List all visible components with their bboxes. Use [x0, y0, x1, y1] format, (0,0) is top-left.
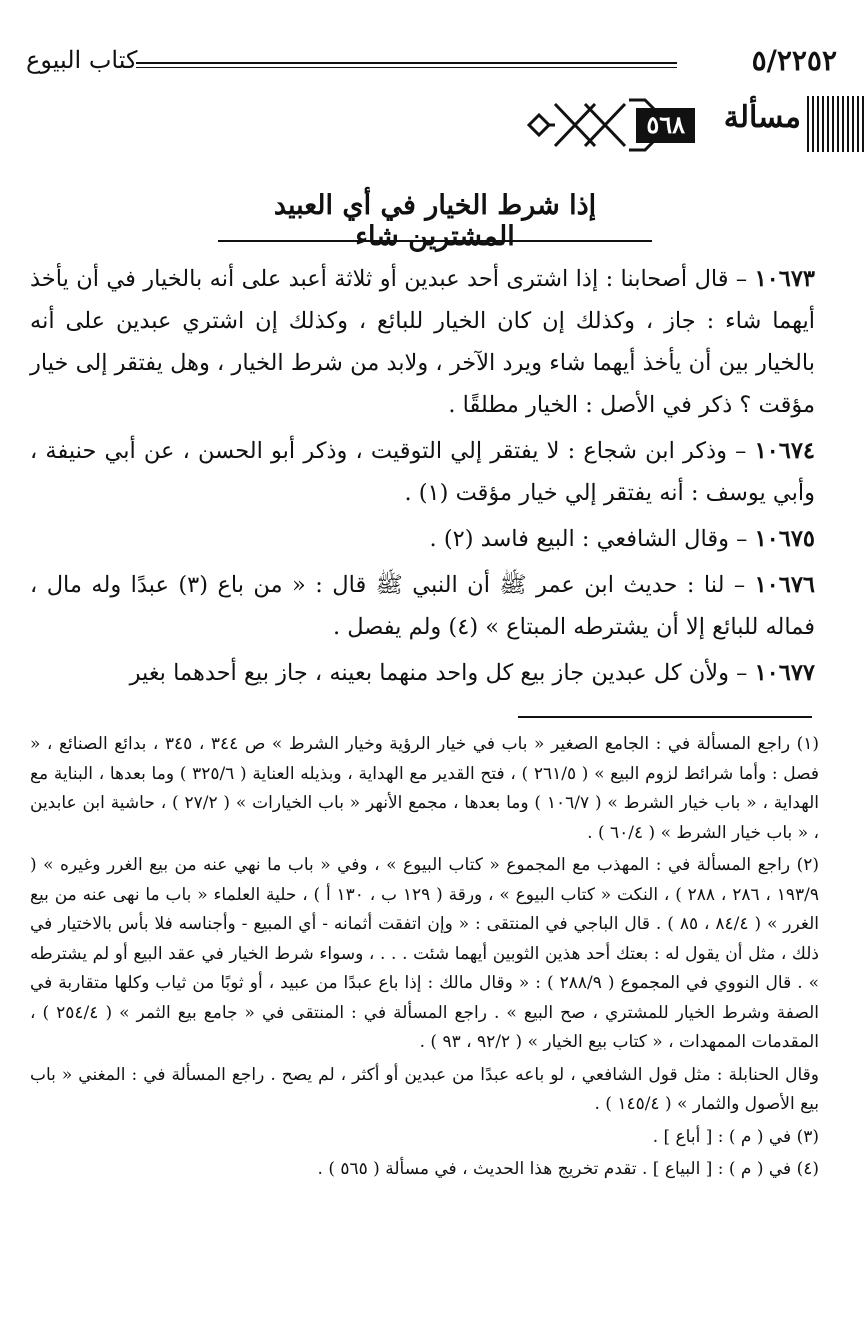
footnote: (٢) راجع المسألة في : المهذب مع المجموع « كتاب البيوع » ، وفي « باب ما نهي عنه من بيع الغرر وغيره » ( ١٩٣/٩ ، ٢٨٦ ، ٢٨٨ ) ، النكت « كتاب البيوع » ، ورقة ( ١٢٩ ب ، ١٣٠ أ ) ، حلية العلماء « باب ما نهى عنه من بيع الغرر » ( ٨٤/٤ ، ٨٥ ) . قال الباجي في المنتقى : « وإن اتفقت أثمانه - أي المبيع - وأجناسه فلا بأس بالاختيار في ذلك ، مثل أن يقول له : بعتك أحد هذين الثوبين أيهما شئت . . . ، وسواء شرط الخيار في عقد البيع أو لم يشترطه » . قال النووي في المجموع ( ٢٨٨/٩ ) : « وقال مالك : إذا باع عبدًا من عبيد ، أو ثوبًا من ثياب وكلها متقاربة في الصفة وشرط الخيار للمشتري ، صح البيع » . راجع المسألة في : المنتقى في « جامع بيع الثمر » ( ٢٥٤/٤ ) ، المقدمات الممهدات ، « كتاب بيع الخيار » ( ٩٢/٢ ، ٩٣ ) . [30, 855, 820, 1052]
masala-number: ٥٦٨ [636, 108, 695, 143]
title-underline [218, 240, 652, 242]
paragraph [30, 564, 815, 648]
header-rule-thin [136, 67, 677, 68]
paragraph-number: ١٠٦٧٥ [754, 526, 815, 552]
running-header [26, 44, 837, 84]
paragraph-text: – وقال الشافعي : البيع فاسد (٢) . [429, 526, 755, 552]
footnote: (١) راجع المسألة في : الجامع الصغير « باب في خيار الرؤية وخيار الشرط » ص ٣٤٤ ، ٣٤٥ ، بدائع الصنائع ، « فصل : وأما شرائط لزوم البيع » ( ٢٦١/٥ ) ، فتح القدير مع الهداية ، وبذيله العناية ( ٣٢٥/٦ ) وما بعدها ، البناية مع الهداية ، « باب خيار الشرط » ( ١٠٦/٧ ) وما بعدها ، مجمع الأنهر « باب الخيارات » ( ٢٧/٢ ) ، حاشية ابن عابدين ، « باب خيار الشرط » ( ٦٠/٤ ) . [30, 734, 819, 843]
paragraph [30, 652, 815, 694]
main-text [30, 258, 815, 698]
masala-label: مسألة [723, 100, 801, 135]
paragraph [30, 430, 815, 514]
footnote-separator [518, 716, 812, 718]
footnote: (٤) في ( م ) : [ البياع ] . تقدم تخريج هذا الحديث ، في مسألة ( ٥٦٥ ) . [317, 1159, 819, 1179]
book-title: كتاب البيوع [26, 46, 138, 74]
paragraph-number: ١٠٦٧٧ [754, 660, 815, 686]
masala-banner [525, 92, 865, 158]
paragraph-text: – ولأن كل عبدين جاز بيع كل واحد منهما بعينه ، جاز بيع أحدهما بغير [129, 660, 755, 686]
paragraph-text: – قال أصحابنا : إذا اشترى أحد عبدين أو ثلاثة أعبد على أنه بالخيار في أن يأخذ أيهما شاء : جاز ، وكذلك إن كان الخيار للبائع ، وكذلك إن اشتري عبدين على أنه بالخيار بين أن يأخذ أيهما شاء ويرد الآخر ، ولابد من شرط الخيار ، وهل يفتقر إلى خيار مؤقت ؟ ذكر في الأصل : الخيار مطلقًا . [30, 266, 815, 418]
header-rule [136, 62, 677, 64]
paragraph-text: – لنا : حديث ابن عمر ﷺ أن النبي ﷺ قال : « من باع (٣) عبدًا وله مال ، فماله للبائع إلا أن يشترطه المبتاع » (٤) ولم يفصل . [30, 572, 815, 640]
decorative-ornament-icon [525, 92, 665, 158]
page-number: ٥/٢٢٥٢ [751, 44, 837, 77]
hatch-ornament [807, 96, 865, 152]
section-title: إذا شرط الخيار في أي العبيد المشترين شاء [273, 190, 597, 252]
paragraph [30, 258, 815, 426]
footnote: (٣) في ( م ) : [ أباع ] . [652, 1126, 819, 1147]
paragraph-number: ١٠٦٧٤ [754, 438, 815, 464]
paragraph-number: ١٠٦٧٦ [754, 572, 815, 598]
footnote: وقال الحنابلة : مثل قول الشافعي ، لو باعه عبدًا من عبدين أو أكثر ، لم يصح . راجع المسألة في : المغني « باب بيع الأصول والثمار » ( ١٤٥/٤ ) . [30, 1064, 819, 1114]
paragraph [30, 518, 815, 560]
paragraph-text: – وذكر ابن شجاع : لا يفتقر إلي التوقيت ، وذكر أبو الحسن ، عن أبي حنيفة ، وأبي يوسف : أنه يفتقر إلي خيار مؤقت (١) . [30, 438, 815, 506]
paragraph-number: ١٠٦٧٣ [754, 266, 815, 292]
footnotes [30, 730, 819, 1188]
